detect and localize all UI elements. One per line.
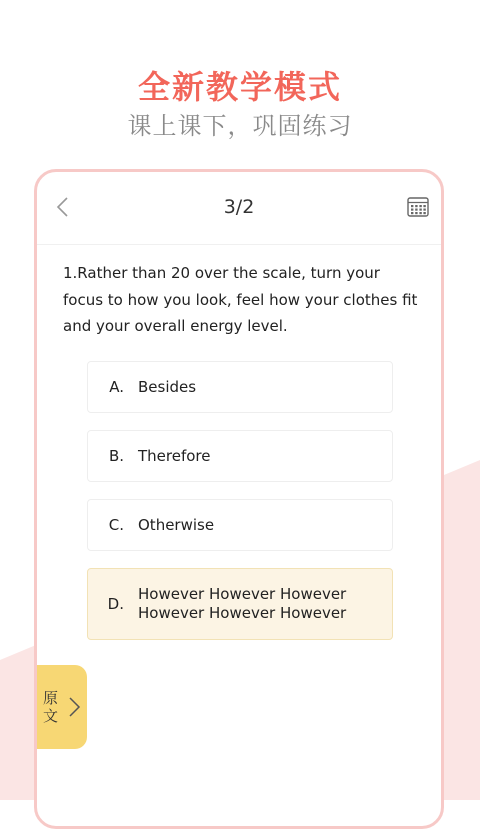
option-letter: B. [108, 447, 124, 465]
option-letter: D. [107, 595, 124, 613]
page-indicator: 3/2 [223, 196, 255, 218]
option-d[interactable] [87, 568, 393, 640]
original-text-tab[interactable] [37, 665, 87, 749]
quiz-topbar [37, 172, 441, 245]
option-letter: A. [109, 378, 124, 396]
option-b[interactable] [87, 430, 393, 482]
option-text: Therefore [138, 447, 211, 465]
grid-icon[interactable] [407, 196, 429, 218]
promo-headline: 全新教学模式 [137, 68, 342, 106]
question-text: 1.Rather than 20 over the scale, turn your focus to how you look, feel how your clothes fit and your overall energy level. [63, 264, 418, 335]
option-c[interactable] [87, 499, 393, 551]
option-text: Besides [138, 378, 197, 396]
option-text: Otherwise [138, 516, 215, 534]
phone-mockup [34, 169, 444, 829]
option-text: However However However However However However [138, 585, 347, 622]
option-letter: C. [108, 516, 124, 534]
original-tab-label: 原文 [43, 689, 59, 725]
chevron-right-icon [65, 695, 83, 719]
option-a[interactable] [87, 361, 393, 413]
promo-subline: 课上课下，巩固练习 [127, 112, 353, 140]
